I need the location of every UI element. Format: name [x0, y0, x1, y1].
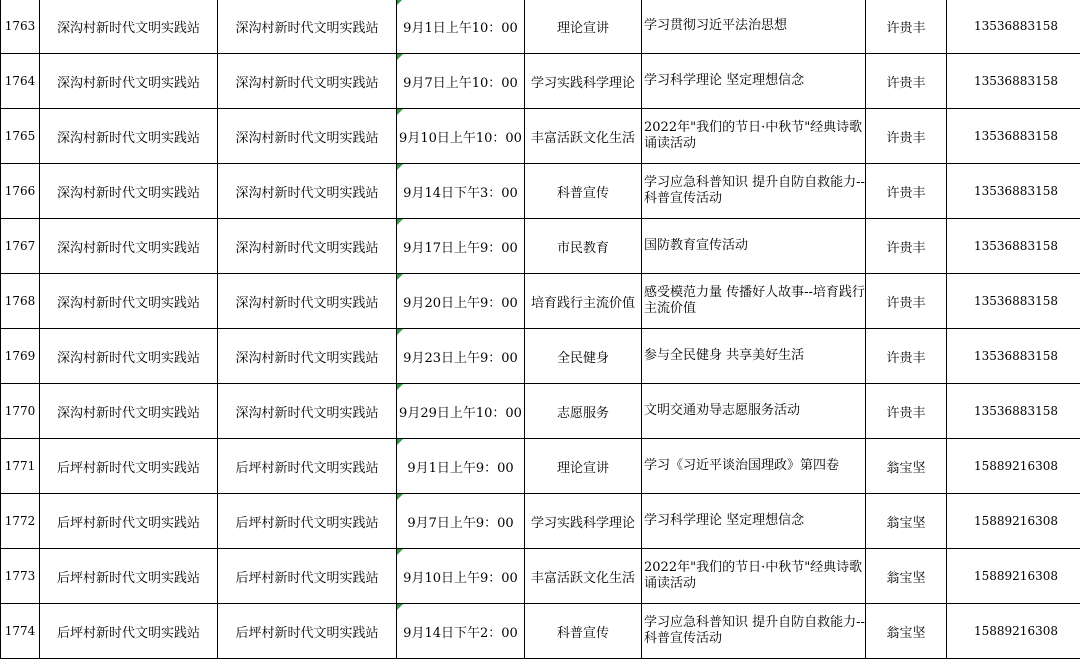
theme-cell: 学习贯彻习近平法治思想 [642, 0, 866, 54]
time-cell: 9月17日上午9：00 [397, 219, 525, 274]
venue-cell: 深沟村新时代文明实践站 [218, 274, 397, 329]
serial-number-cell: 1769 [1, 329, 40, 384]
station-cell: 深沟村新时代文明实践站 [40, 109, 218, 164]
time-cell: 9月10日上午10：00 [397, 109, 525, 164]
serial-number-cell: 1774 [1, 604, 40, 659]
phone-cell: 13536883158 [947, 274, 1080, 329]
venue-cell: 深沟村新时代文明实践站 [218, 0, 397, 54]
theme-cell: 感受模范力量 传播好人故事--培育践行主流价值 [642, 274, 866, 329]
time-cell: 9月7日上午10：00 [397, 54, 525, 109]
phone-cell: 15889216308 [947, 439, 1080, 494]
category-cell: 全民健身 [525, 329, 642, 384]
station-cell: 深沟村新时代文明实践站 [40, 54, 218, 109]
station-cell: 深沟村新时代文明实践站 [40, 164, 218, 219]
venue-cell: 深沟村新时代文明实践站 [218, 109, 397, 164]
category-cell: 市民教育 [525, 219, 642, 274]
station-cell: 深沟村新时代文明实践站 [40, 219, 218, 274]
venue-cell: 深沟村新时代文明实践站 [218, 219, 397, 274]
time-cell: 9月23日上午9：00 [397, 329, 525, 384]
contact-person-cell: 许贵丰 [866, 54, 947, 109]
phone-cell: 13536883158 [947, 329, 1080, 384]
station-cell: 深沟村新时代文明实践站 [40, 0, 218, 54]
table-row [1, 0, 1080, 54]
venue-cell: 深沟村新时代文明实践站 [218, 164, 397, 219]
contact-person-cell: 翁宝坚 [866, 604, 947, 659]
station-cell: 深沟村新时代文明实践站 [40, 274, 218, 329]
contact-person-cell: 翁宝坚 [866, 494, 947, 549]
station-cell: 后坪村新时代文明实践站 [40, 439, 218, 494]
category-cell: 志愿服务 [525, 384, 642, 439]
time-cell: 9月14日下午3：00 [397, 164, 525, 219]
time-cell: 9月1日上午9：00 [397, 439, 525, 494]
theme-cell: 学习应急科普知识 提升自防自救能力--科普宣传活动 [642, 604, 866, 659]
table-row [1, 329, 1080, 384]
category-cell: 丰富活跃文化生活 [525, 109, 642, 164]
serial-number-cell: 1768 [1, 274, 40, 329]
theme-cell: 学习应急科普知识 提升自防自救能力--科普宣传活动 [642, 164, 866, 219]
station-cell: 深沟村新时代文明实践站 [40, 384, 218, 439]
serial-number-cell: 1766 [1, 164, 40, 219]
theme-cell: 学习科学理论 坚定理想信念 [642, 494, 866, 549]
theme-cell: 国防教育宣传活动 [642, 219, 866, 274]
contact-person-cell: 许贵丰 [866, 109, 947, 164]
venue-cell: 深沟村新时代文明实践站 [218, 329, 397, 384]
category-cell: 理论宣讲 [525, 439, 642, 494]
phone-cell: 13536883158 [947, 109, 1080, 164]
serial-number-cell: 1772 [1, 494, 40, 549]
table-row [1, 549, 1080, 604]
time-cell: 9月20日上午9：00 [397, 274, 525, 329]
serial-number-cell: 1764 [1, 54, 40, 109]
contact-person-cell: 许贵丰 [866, 274, 947, 329]
theme-cell: 文明交通劝导志愿服务活动 [642, 384, 866, 439]
serial-number-cell: 1763 [1, 0, 40, 54]
category-cell: 理论宣讲 [525, 0, 642, 54]
category-cell: 科普宣传 [525, 164, 642, 219]
station-cell: 后坪村新时代文明实践站 [40, 604, 218, 659]
station-cell: 后坪村新时代文明实践站 [40, 494, 218, 549]
contact-person-cell: 翁宝坚 [866, 439, 947, 494]
serial-number-cell: 1773 [1, 549, 40, 604]
table-row [1, 219, 1080, 274]
phone-cell: 15889216308 [947, 494, 1080, 549]
table-row [1, 439, 1080, 494]
theme-cell: 参与全民健身 共享美好生活 [642, 329, 866, 384]
table-row [1, 604, 1080, 659]
time-cell: 9月7日上午9：00 [397, 494, 525, 549]
phone-cell: 13536883158 [947, 384, 1080, 439]
time-cell: 9月14日下午2：00 [397, 604, 525, 659]
category-cell: 科普宣传 [525, 604, 642, 659]
theme-cell: 学习《习近平谈治国理政》第四卷 [642, 439, 866, 494]
table-row [1, 109, 1080, 164]
station-cell: 深沟村新时代文明实践站 [40, 329, 218, 384]
category-cell: 学习实践科学理论 [525, 54, 642, 109]
venue-cell: 后坪村新时代文明实践站 [218, 439, 397, 494]
venue-cell: 后坪村新时代文明实践站 [218, 549, 397, 604]
table-row [1, 384, 1080, 439]
venue-cell: 后坪村新时代文明实践站 [218, 604, 397, 659]
phone-cell: 13536883158 [947, 219, 1080, 274]
category-cell: 培育践行主流价值 [525, 274, 642, 329]
serial-number-cell: 1770 [1, 384, 40, 439]
contact-person-cell: 许贵丰 [866, 219, 947, 274]
category-cell: 学习实践科学理论 [525, 494, 642, 549]
serial-number-cell: 1765 [1, 109, 40, 164]
table-row [1, 54, 1080, 109]
time-cell: 9月29日上午10：00 [397, 384, 525, 439]
contact-person-cell: 许贵丰 [866, 329, 947, 384]
table-row [1, 494, 1080, 549]
venue-cell: 后坪村新时代文明实践站 [218, 494, 397, 549]
theme-cell: 2022年"我们的节日·中秋节"经典诗歌诵读活动 [642, 549, 866, 604]
table-row [1, 164, 1080, 219]
time-cell: 9月10日上午9：00 [397, 549, 525, 604]
serial-number-cell: 1771 [1, 439, 40, 494]
venue-cell: 深沟村新时代文明实践站 [218, 54, 397, 109]
time-cell: 9月1日上午10：00 [397, 0, 525, 54]
contact-person-cell: 许贵丰 [866, 384, 947, 439]
theme-cell: 学习科学理论 坚定理想信念 [642, 54, 866, 109]
category-cell: 丰富活跃文化生活 [525, 549, 642, 604]
table-body [1, 0, 1080, 659]
phone-cell: 13536883158 [947, 164, 1080, 219]
phone-cell: 13536883158 [947, 0, 1080, 54]
phone-cell: 15889216308 [947, 549, 1080, 604]
serial-number-cell: 1767 [1, 219, 40, 274]
theme-cell: 2022年"我们的节日·中秋节"经典诗歌诵读活动 [642, 109, 866, 164]
contact-person-cell: 许贵丰 [866, 164, 947, 219]
contact-person-cell: 翁宝坚 [866, 549, 947, 604]
phone-cell: 13536883158 [947, 54, 1080, 109]
table-row [1, 274, 1080, 329]
station-cell: 后坪村新时代文明实践站 [40, 549, 218, 604]
phone-cell: 15889216308 [947, 604, 1080, 659]
contact-person-cell: 许贵丰 [866, 0, 947, 54]
venue-cell: 深沟村新时代文明实践站 [218, 384, 397, 439]
